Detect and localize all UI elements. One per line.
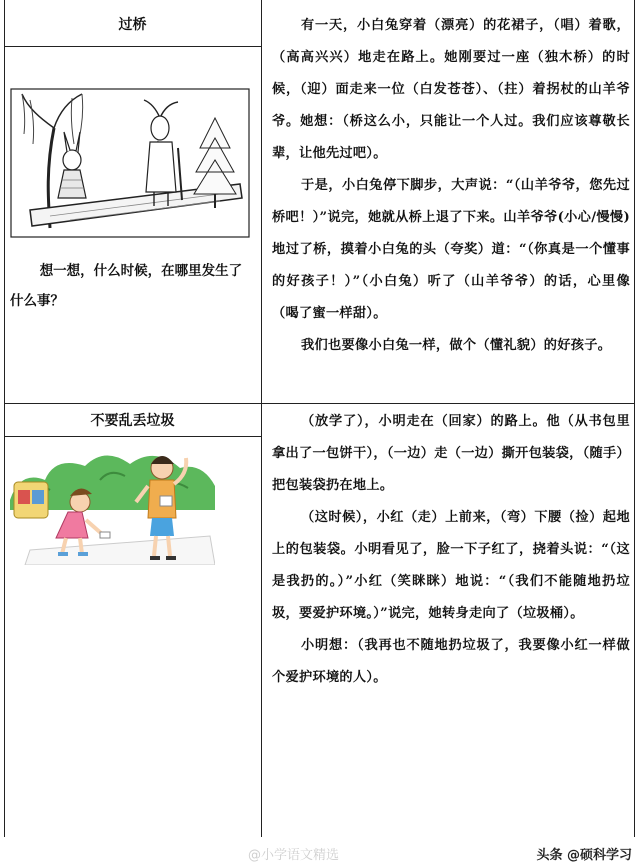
story1-paragraph-1: 有一天，小白兔穿着（漂亮）的花裙子，（唱）着歌，（高高兴兴）地走在路上。她刚要过一座（独木桥）的时候，（迎）面走来一位（白发苍苍）、（拄）着拐杖的山羊爷爷。她想：（桥这么小，只能让一个人过。我们应该尊敬长辈，让他先过吧）。 [272, 18, 630, 161]
story2-title: 不要乱丢垃圾 [90, 413, 175, 429]
source-credit: 头条 @硕科学习 [536, 848, 632, 863]
story1-title: 过桥 [118, 17, 147, 33]
story2-text [272, 406, 630, 694]
story1-paragraph-2: 于是，小白兔停下脚步，大声说：“（山羊爷爷，您先过桥吧！）”说完，她就从桥上退了下来。山羊爷爷(小心/慢慢)地过了桥，摸着小白兔的头（夸奖）道：“（你真是一个懂事的好孩子！）”（小白兔）听了（山羊爷爷）的话，心里像（喝了蜜一样甜）。 [272, 178, 630, 321]
table-column-divider [261, 0, 262, 837]
story1-prompt: 想一想，什么时候，在哪里发生了什么事？ [10, 263, 243, 309]
table-border-right [634, 0, 635, 837]
table-row-divider-lower [4, 436, 261, 437]
story1-illustration [10, 88, 250, 238]
story1-paragraph-3: 我们也要像小白兔一样，做个（懂礼貌）的好孩子。 [301, 338, 612, 353]
table-row-divider-middle [4, 403, 635, 404]
table-row-divider-top [4, 46, 261, 47]
story1-text [272, 10, 630, 362]
story2-illustration [10, 440, 215, 565]
story2-paragraph-2: （这时候），小红（走）上前来，（弯）下腰（捡）起地上的包装袋。小明看见了，脸一下子红了，挠着头说：“（这是我扔的。）”小红（笑眯眯）地说：“（我们不能随地扔垃圾，要爱护环境。）”说完，她转身走向了（垃圾桶）。 [272, 510, 630, 621]
watermark: @小学语文精选 [248, 848, 340, 863]
story2-paragraph-3: 小明想：（我再也不随地扔垃圾了，我要像小红一样做个爱护环境的人）。 [272, 638, 630, 685]
story2-paragraph-1: （放学了），小明走在（回家）的路上。他（从书包里拿出了一包饼干），（一边）走（一边）撕开包装袋，（随手）把包装袋扔在地上。 [272, 414, 630, 493]
